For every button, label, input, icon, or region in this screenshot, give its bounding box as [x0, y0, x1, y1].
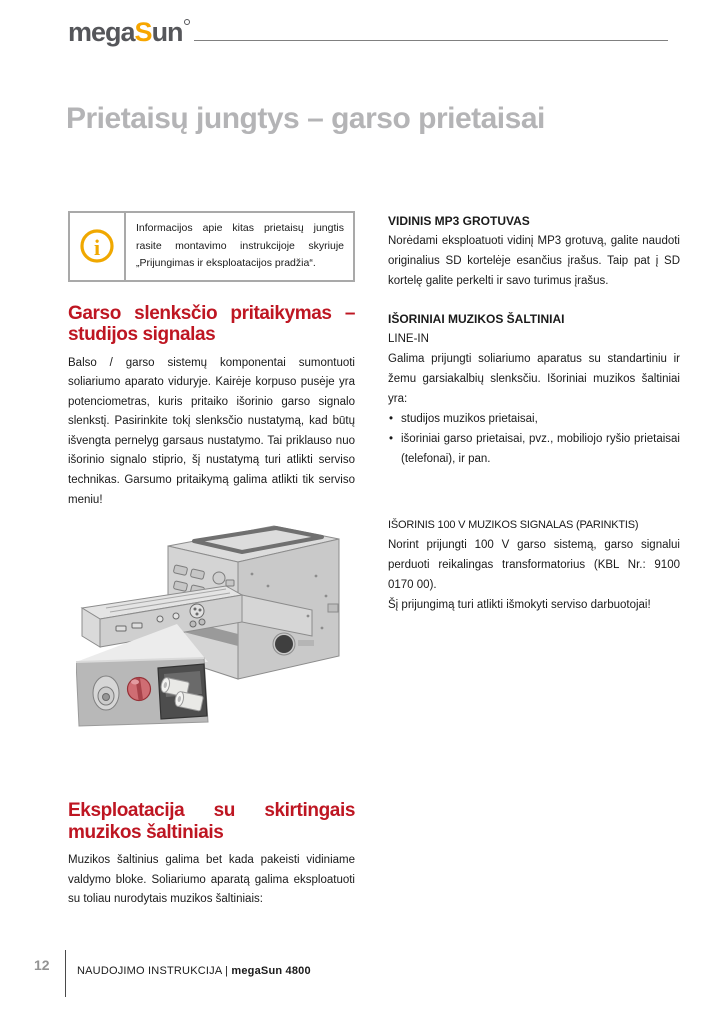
- left-column: [68, 211, 355, 910]
- heading-vidinis-mp3: VIDINIS MP3 GROTUVAS: [388, 214, 530, 228]
- footer-doc-label: NAUDOJIMO INSTRUKCIJA: [77, 965, 222, 977]
- trademark-dot-icon: [184, 19, 190, 25]
- spacer: [388, 469, 680, 515]
- external-intro-paragraph: Galima prijungti soliariumo aparatus su standartiniu ir žemu garsiakalbių slenksčiu. Išoriniai muzikos šaltiniai yra:: [388, 353, 680, 405]
- info-icon: [78, 227, 116, 265]
- content-columns: [68, 211, 680, 910]
- subheading-line-in: LINE-IN: [388, 333, 429, 345]
- list-item: [388, 429, 680, 469]
- info-box-text: Informacijos apie kitas prietaisų jungtis rasite montavimo instrukcijoje skyriuje „Prijungimas ir eksploatacijos pradžia“.: [136, 222, 344, 269]
- header-rule: [194, 40, 668, 41]
- right-column: [388, 211, 680, 910]
- section1-paragraph: Balso / garso sistemų komponentai sumontuoti soliariumo aparato viduryje. Kairėje korpuso pusėje yra potenciometras, kuris pritaiko išorinio garso signalo slenkstį. Pasirinkite tokį slenksčio nustatymą, kad būtų išvengta pernelyg garsaus nustatymo. Tai priklauso nuo išorinio signalo stiprio, šį nustatymą turi atlikti serviso technikas. Garsumo pritaikymą galima atlikti tik serviso meniu!: [68, 356, 355, 506]
- page-footer: [34, 950, 311, 997]
- signal100v-paragraph: Norint prijungti 100 V garso sistemą, garso signalui perduoti reikalingas transformatorius (KBL Nr.: 9100 0170 00).: [388, 539, 680, 591]
- list-item: [388, 409, 680, 429]
- page-title: Prietaisų jungtys – garso prietaisai: [66, 102, 545, 135]
- section-heading-eksploatacija: Eksploatacija su skirtingais muzikos šaltiniais: [68, 800, 355, 843]
- spacer: [388, 291, 680, 309]
- footer-divider: [65, 950, 66, 997]
- footer-separator: |: [225, 965, 229, 977]
- logo-text-prefix: mega: [68, 17, 135, 47]
- page-number: 12: [34, 957, 50, 973]
- heading-isoriniai-saltiniai: IŠORINIAI MUZIKOS ŠALTINIAI: [388, 312, 565, 326]
- footer-doc-model: megaSun 4800: [231, 965, 311, 977]
- logo-text-suffix: un: [151, 17, 183, 47]
- bullet-icon: •: [389, 433, 394, 445]
- music-sources-list: [388, 409, 680, 469]
- masthead: [68, 18, 668, 46]
- audio-module-device-illustration: [76, 516, 346, 728]
- heading-isorinis-100v: IŠORINIS 100 V MUZIKOS SIGNALAS (PARINKTIS): [388, 519, 639, 531]
- signal100v-note: Šį prijungimą turi atlikti išmokyti serviso darbuotojai!: [388, 599, 651, 611]
- svg-text:i: i: [93, 235, 101, 261]
- section2-paragraph: Muzikos šaltinius galima bet kada pakeisti vidiniame valdymo bloke. Soliariumo aparatą galima eksploatuoti su toliau nurodytais muzikos šaltiniais:: [68, 854, 355, 906]
- list-item-text: studijos muzikos prietaisai,: [401, 413, 538, 425]
- section-heading-garso-slenkscio: Garso slenksčio pritaikymas – studijos signalas: [68, 302, 355, 345]
- megasun-logo: [68, 18, 190, 46]
- list-item-text: išoriniai garso prietaisai, pvz., mobiliojo ryšio prietaisai (telefonai), ir pan.: [401, 433, 680, 465]
- info-icon-cell: [70, 213, 126, 280]
- bullet-icon: •: [389, 413, 394, 425]
- mp3-paragraph: Norėdami eksploatuoti vidinį MP3 grotuvą, galite naudoti originalius SD kortelėje esančius įrašus. Taip pat į SD kortelę galite perkelti ir savo turimus įrašus.: [388, 235, 680, 287]
- info-box: [68, 211, 355, 282]
- logo-text-accent: S: [134, 17, 152, 47]
- footer-document-title: [77, 965, 311, 977]
